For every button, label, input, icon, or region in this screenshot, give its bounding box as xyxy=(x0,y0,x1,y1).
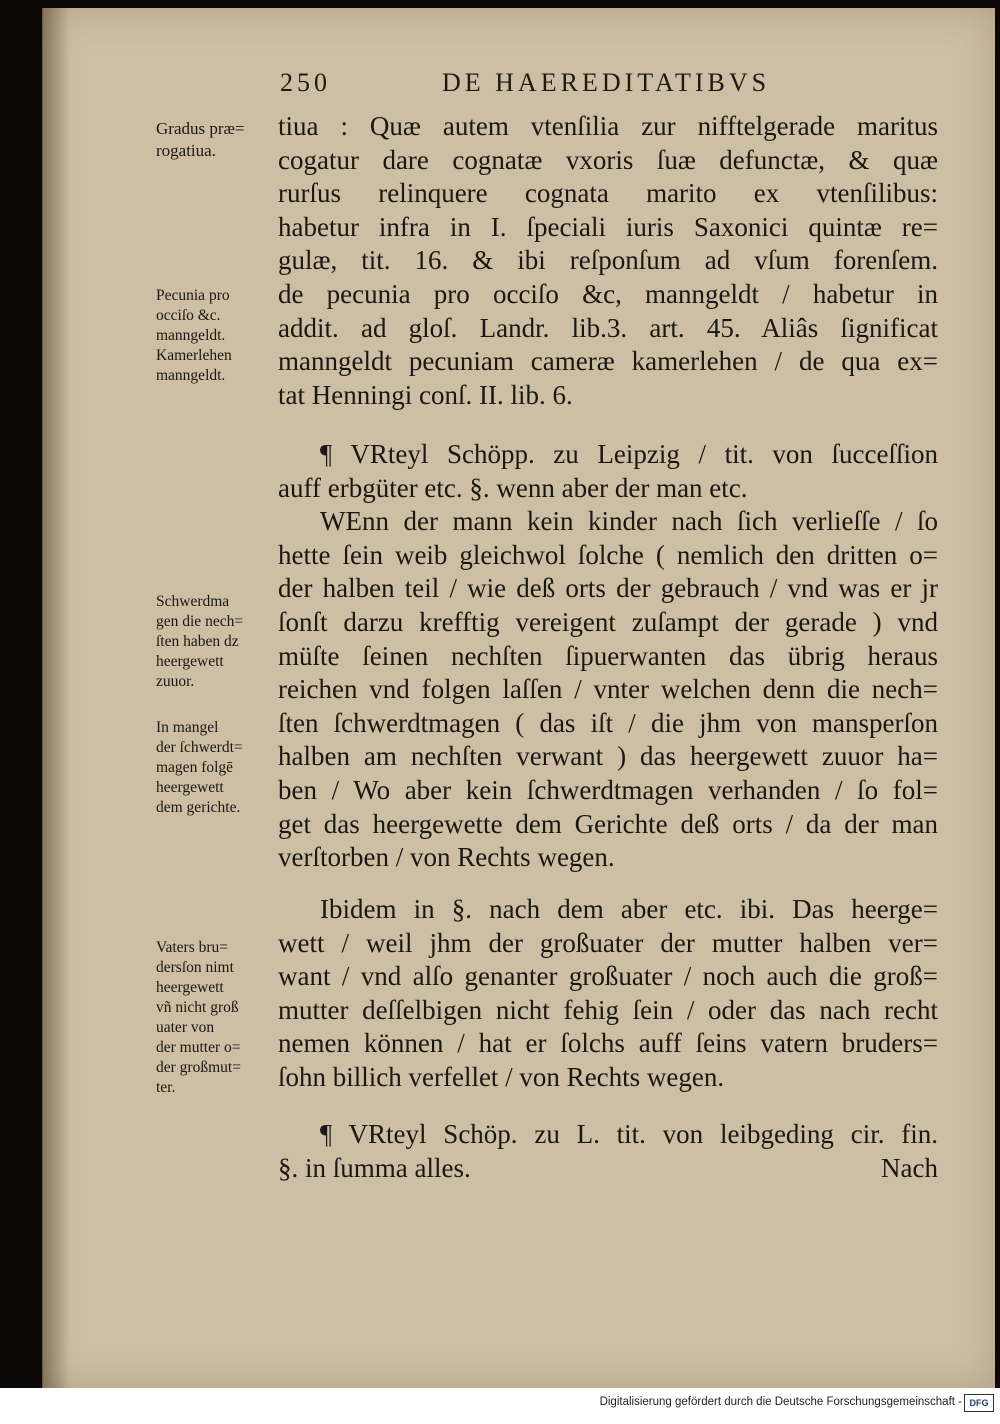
text-line: addit. ad gloſ. Landr. lib.3. art. 45. Aliâs ſignificat xyxy=(278,312,938,343)
text-line: ¶ VRteyl Schöp. zu L. tit. von leibgeding cir. fin. xyxy=(320,1119,938,1149)
margin-line: heergewett xyxy=(156,979,224,996)
text-line: §. in ſumma alles. xyxy=(278,1152,471,1183)
margin-note-vaters-bruder xyxy=(156,938,278,1098)
paragraph-latin xyxy=(278,110,938,412)
text-line: WEnn der mann kein kinder nach ſich verlieſſe / ſo xyxy=(320,506,938,537)
margin-line: Kamerlehen xyxy=(156,347,232,364)
margin-line: heergewett xyxy=(156,779,224,796)
digitization-note: Digitalisierung gefördert durch die Deutsche Forschungsgemeinschaft - xyxy=(599,1396,962,1408)
text-line: müſte ſeinen nechſten ſipuerwanten das übrig heraus xyxy=(278,640,938,671)
margin-line: Vaters bru= xyxy=(156,939,229,956)
text-line: rurſus relinquere cognata marito ex vtenſilibus: xyxy=(278,178,938,209)
margin-line: zuuor. xyxy=(156,673,195,690)
text-line: habetur infra in I. ſpeciali iuris Saxonici quintæ re= xyxy=(278,211,938,242)
margin-note-pecunia xyxy=(156,286,278,386)
text-line: de pecunia pro occiſo &c, manngeldt / habetur in xyxy=(278,278,938,309)
text-line: mutter deſſelbigen nicht fehig ſein / oder das nach recht xyxy=(278,994,938,1025)
margin-line: Pecunia pro xyxy=(156,287,230,304)
text-line: ſohn billich verfellet / von Rechts wegen. xyxy=(278,1061,725,1092)
text-line: tat Henningi conſ. II. lib. 6. xyxy=(278,379,573,410)
margin-line: der ſchwerdt= xyxy=(156,739,243,756)
margin-line: magen folgē xyxy=(156,759,234,776)
page-number: 250 xyxy=(280,68,331,97)
margin-note-gradus xyxy=(156,118,278,162)
catchword-row xyxy=(278,1152,938,1186)
margin-line: gen die nech= xyxy=(156,613,244,630)
text-line: get das heergewette dem Gerichte deß orts / da der man xyxy=(278,808,938,839)
text-line: Ibidem in §. nach dem aber etc. ibi. Das heerge= xyxy=(320,894,938,924)
text-line: verſtorben / von Rechts wegen. xyxy=(278,842,615,873)
margin-line: rogatiua. xyxy=(156,141,216,160)
running-title: DE HAEREDITATIBVS xyxy=(442,68,771,97)
margin-line: der mutter o= xyxy=(156,1039,241,1056)
text-line: nemen können / hat er ſolchs auff ſeins vatern bruders= xyxy=(278,1028,938,1059)
text-line: der halben teil / wie deß orts der gebrauch / vnd was er jr xyxy=(278,573,938,604)
text-line: ¶ VRteyl Schöpp. zu Leipzig / tit. von ſucceſſion xyxy=(320,439,938,469)
margin-line: manngeldt. xyxy=(156,367,226,384)
margin-line: ſten haben dz xyxy=(156,633,239,650)
margin-note-schwerdmagen xyxy=(156,592,278,692)
paragraph-ibidem xyxy=(278,893,938,1095)
running-head xyxy=(250,68,870,104)
margin-line: ter. xyxy=(156,1079,176,1096)
margin-line: Schwerdma xyxy=(156,593,230,610)
text-line: ben / Wo aber kein ſchwerdtmagen verhanden / ſo fol= xyxy=(278,774,938,805)
margin-note-in-mangel xyxy=(156,718,278,818)
margin-line: manngeldt. xyxy=(156,327,226,344)
margin-line: Gradus præ= xyxy=(156,119,245,138)
margin-line: heergewett xyxy=(156,653,224,670)
margin-line: In mangel xyxy=(156,719,219,736)
paragraph-urteyl-succession xyxy=(278,438,938,875)
text-line: ſten ſchwerdtmagen ( das iſt / die jhm von mansperſon xyxy=(278,707,938,738)
text-line: hette ſein weib gleichwol ſolche ( nemlich den dritten o= xyxy=(278,539,938,570)
text-line: gulæ, tit. 16. & ibi reſponſum ad vſum forenſem. xyxy=(278,245,938,276)
margin-line: der großmut= xyxy=(156,1059,241,1076)
text-line: cogatur dare cognatæ vxoris ſuæ defunctæ, & quæ xyxy=(278,144,938,175)
text-line: tiua : Quæ autem vtenſilia zur nifftelgerade maritus xyxy=(278,111,938,141)
text-line: wett / weil jhm der großuater der mutter halben ver= xyxy=(278,927,938,958)
margin-line: dem gerichte. xyxy=(156,799,241,816)
text-line: ſonſt darzu krefftig vereigent zuſampt der gerade ) vnd xyxy=(278,606,938,637)
text-line: want / vnd alſo genanter großuater / noch auch die groß= xyxy=(278,961,938,992)
digitization-footer xyxy=(0,1388,1000,1424)
text-line: halben am nechſten verwant ) das heergewett zuuor ha= xyxy=(278,741,938,772)
text-line: auff erbgüter etc. §. wenn aber der man etc. xyxy=(278,472,748,503)
catchword: Nach xyxy=(881,1152,938,1183)
margin-line: uater von xyxy=(156,1019,215,1036)
margin-line: occiſo &c. xyxy=(156,307,221,324)
dfg-logo: DFG xyxy=(964,1394,994,1412)
text-line: manngeldt pecuniam cameræ kamerlehen / de qua ex= xyxy=(278,346,938,377)
margin-line: dersſon nimt xyxy=(156,959,234,976)
text-line: reichen vnd folgen laſſen / vnter welchen denn die nech= xyxy=(278,674,938,705)
margin-line: vñ nicht groß xyxy=(156,999,239,1016)
